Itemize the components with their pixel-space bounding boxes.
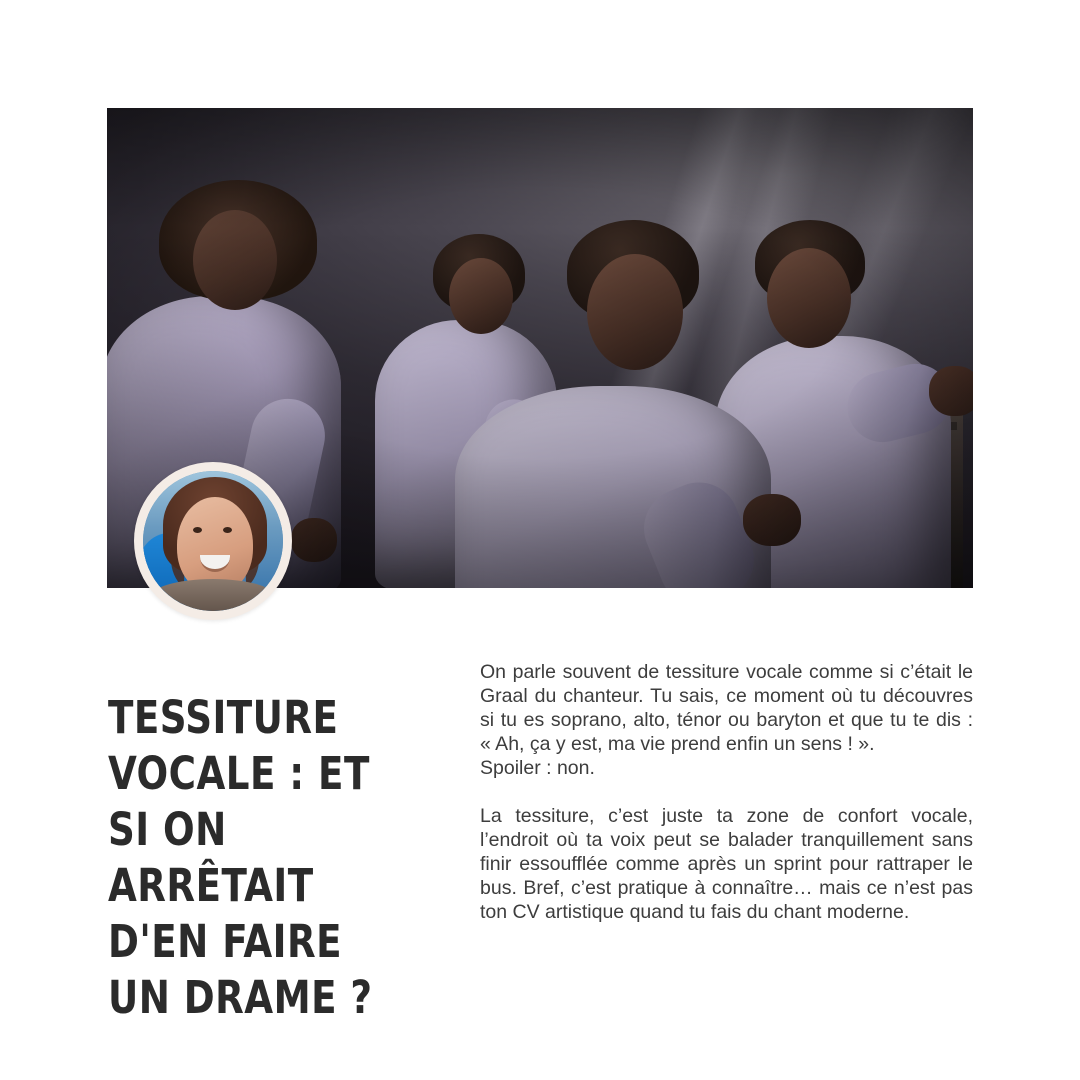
avatar-eye-left [193,527,202,533]
paragraph-1 [480,660,973,780]
paragraph-1-text: On parle souvent de tessiture vocale comme si c’était le Graal du chanteur. Tu sais, ce moment où tu découvres si tu es soprano, alto, ténor ou baryton et que tu te dis : « Ah, ça y est, ma vie prend enfin un sens ! ». [480,661,973,755]
page-title: TESSITURE VOCALE : ET SI ON ARRÊTAIT D'EN FAIRE UN DRAME ? [108,691,373,1025]
avatar-photo [143,471,283,611]
paragraph-2: La tessiture, c’est juste ta zone de confort vocale, l’endroit où ta voix peut se balader tranquillement sans finir essoufflée comme après un sprint pour rattraper le bus. Bref, c’est pratique à connaître… mais ce n’est pas ton CV artistique quand tu fais du chant moderne. [480,805,973,923]
paragraph-1-spoiler: Spoiler : non. [480,757,595,779]
avatar-shoulders [149,579,277,611]
avatar-eye-right [223,527,232,533]
article-body [480,660,973,924]
avatar [134,462,292,620]
